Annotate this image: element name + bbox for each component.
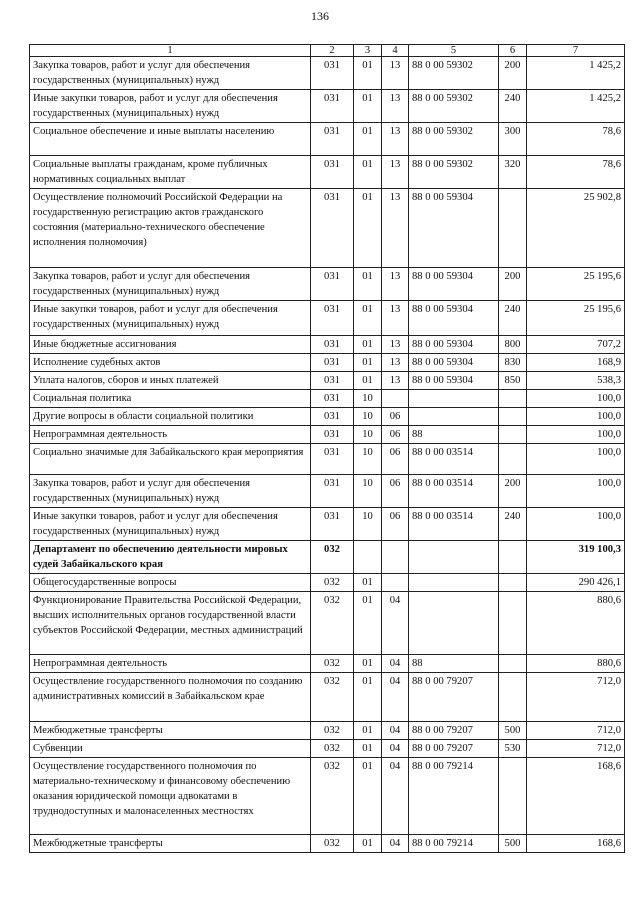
- cell-target-article: 88 0 00 59304: [409, 336, 499, 354]
- cell-ministry-code: 031: [311, 90, 354, 123]
- cell-target-article: 88: [409, 426, 499, 444]
- cell-expense-type: 530: [499, 740, 527, 758]
- cell-amount: 168,6: [527, 835, 625, 853]
- cell-section-code: 01: [354, 301, 382, 336]
- cell-expense-type: 200: [499, 475, 527, 508]
- cell-ministry-code: 031: [311, 268, 354, 301]
- cell-section-code: 01: [354, 354, 382, 372]
- cell-name: Непрограммная деятельность: [30, 655, 311, 673]
- table-row: [30, 722, 625, 740]
- cell-ministry-code: 032: [311, 655, 354, 673]
- cell-ministry-code: 031: [311, 301, 354, 336]
- cell-amount: 538,3: [527, 372, 625, 390]
- cell-name: Уплата налогов, сборов и иных платежей: [30, 372, 311, 390]
- cell-amount: 100,0: [527, 444, 625, 475]
- cell-ministry-code: 032: [311, 758, 354, 835]
- cell-name: Социально значимые для Забайкальского края мероприятия: [30, 444, 311, 475]
- cell-ministry-code: 031: [311, 408, 354, 426]
- cell-section-code: 10: [354, 390, 382, 408]
- cell-subsection-code: 04: [382, 655, 409, 673]
- cell-name: Социальная политика: [30, 390, 311, 408]
- cell-amount: 1 425,2: [527, 57, 625, 90]
- cell-section-code: 01: [354, 189, 382, 268]
- table-row: [30, 189, 625, 268]
- cell-name: Закупка товаров, работ и услуг для обеспечения государственных (муниципальных) нужд: [30, 475, 311, 508]
- cell-section-code: 01: [354, 57, 382, 90]
- cell-ministry-code: 031: [311, 372, 354, 390]
- cell-section-code: 10: [354, 426, 382, 444]
- cell-subsection-code: 13: [382, 90, 409, 123]
- table-row: [30, 592, 625, 655]
- cell-ministry-code: 031: [311, 426, 354, 444]
- cell-section-code: 01: [354, 90, 382, 123]
- cell-expense-type: 200: [499, 57, 527, 90]
- cell-name: Осуществление государственного полномочия по созданию административных комиссий в Забайкальском крае: [30, 673, 311, 722]
- table-row: [30, 426, 625, 444]
- cell-section-code: 01: [354, 592, 382, 655]
- cell-expense-type: 200: [499, 268, 527, 301]
- table-row: [30, 336, 625, 354]
- cell-target-article: 88 0 00 03514: [409, 475, 499, 508]
- header-col-3: 3: [354, 45, 382, 57]
- cell-amount: 712,0: [527, 722, 625, 740]
- cell-section-code: 01: [354, 123, 382, 156]
- header-col-7: 7: [527, 45, 625, 57]
- cell-subsection-code: 04: [382, 673, 409, 722]
- cell-ministry-code: 031: [311, 156, 354, 189]
- table-row: [30, 123, 625, 156]
- cell-ministry-code: 031: [311, 336, 354, 354]
- cell-amount: 100,0: [527, 426, 625, 444]
- table-row: [30, 57, 625, 90]
- table-row: [30, 673, 625, 722]
- cell-amount: 880,6: [527, 592, 625, 655]
- header-col-6: 6: [499, 45, 527, 57]
- cell-subsection-code: 13: [382, 156, 409, 189]
- cell-section-code: 10: [354, 408, 382, 426]
- cell-amount: 712,0: [527, 673, 625, 722]
- cell-target-article: 88 0 00 79207: [409, 722, 499, 740]
- cell-subsection-code: 06: [382, 444, 409, 475]
- cell-target-article: 88 0 00 59302: [409, 156, 499, 189]
- table-row: [30, 475, 625, 508]
- cell-name: Закупка товаров, работ и услуг для обеспечения государственных (муниципальных) нужд: [30, 57, 311, 90]
- table-row: [30, 740, 625, 758]
- cell-name: Социальное обеспечение и иные выплаты населению: [30, 123, 311, 156]
- cell-expense-type: 320: [499, 156, 527, 189]
- cell-expense-type: 800: [499, 336, 527, 354]
- cell-name: Межбюджетные трансферты: [30, 722, 311, 740]
- cell-section-code: 01: [354, 835, 382, 853]
- cell-subsection-code: 13: [382, 189, 409, 268]
- table-row: [30, 574, 625, 592]
- cell-ministry-code: 032: [311, 722, 354, 740]
- cell-amount: 100,0: [527, 408, 625, 426]
- cell-amount: 78,6: [527, 156, 625, 189]
- cell-target-article: 88: [409, 655, 499, 673]
- cell-section-code: 01: [354, 722, 382, 740]
- cell-expense-type: [499, 655, 527, 673]
- cell-subsection-code: 13: [382, 57, 409, 90]
- cell-expense-type: [499, 408, 527, 426]
- cell-name: Иные закупки товаров, работ и услуг для обеспечения государственных (муниципальных) нужд: [30, 301, 311, 336]
- table-row: [30, 541, 625, 574]
- cell-name: Иные закупки товаров, работ и услуг для обеспечения государственных (муниципальных) нужд: [30, 508, 311, 541]
- cell-target-article: 88 0 00 03514: [409, 508, 499, 541]
- header-col-4: 4: [382, 45, 409, 57]
- cell-ministry-code: 032: [311, 673, 354, 722]
- cell-ministry-code: 031: [311, 57, 354, 90]
- cell-target-article: 88 0 00 59304: [409, 354, 499, 372]
- cell-section-code: 01: [354, 673, 382, 722]
- cell-expense-type: [499, 390, 527, 408]
- cell-target-article: 88 0 00 59302: [409, 90, 499, 123]
- cell-target-article: [409, 574, 499, 592]
- cell-name: Исполнение судебных актов: [30, 354, 311, 372]
- cell-amount: 290 426,1: [527, 574, 625, 592]
- cell-name: Департамент по обеспечению деятельности мировых судей Забайкальского края: [30, 541, 311, 574]
- cell-subsection-code: [382, 390, 409, 408]
- cell-subsection-code: 04: [382, 835, 409, 853]
- cell-amount: 168,6: [527, 758, 625, 835]
- cell-expense-type: [499, 574, 527, 592]
- cell-subsection-code: 06: [382, 475, 409, 508]
- cell-ministry-code: 032: [311, 740, 354, 758]
- cell-expense-type: [499, 426, 527, 444]
- cell-ministry-code: 032: [311, 835, 354, 853]
- cell-ministry-code: 032: [311, 592, 354, 655]
- cell-amount: 712,0: [527, 740, 625, 758]
- table-row: [30, 390, 625, 408]
- table-row: [30, 444, 625, 475]
- cell-amount: 319 100,3: [527, 541, 625, 574]
- cell-expense-type: [499, 541, 527, 574]
- cell-amount: 880,6: [527, 655, 625, 673]
- cell-target-article: 88 0 00 79207: [409, 740, 499, 758]
- cell-expense-type: 240: [499, 90, 527, 123]
- cell-target-article: 88 0 00 03514: [409, 444, 499, 475]
- cell-section-code: 10: [354, 508, 382, 541]
- cell-target-article: 88 0 00 79207: [409, 673, 499, 722]
- cell-target-article: 88 0 00 59302: [409, 123, 499, 156]
- page-number: 136: [311, 9, 329, 23]
- cell-expense-type: 240: [499, 301, 527, 336]
- cell-amount: 1 425,2: [527, 90, 625, 123]
- cell-subsection-code: [382, 541, 409, 574]
- header-col-2: 2: [311, 45, 354, 57]
- cell-name: Социальные выплаты гражданам, кроме публичных нормативных социальных выплат: [30, 156, 311, 189]
- table-row: [30, 301, 625, 336]
- cell-expense-type: 500: [499, 722, 527, 740]
- cell-amount: 78,6: [527, 123, 625, 156]
- cell-ministry-code: 031: [311, 123, 354, 156]
- cell-expense-type: [499, 189, 527, 268]
- cell-amount: 168,9: [527, 354, 625, 372]
- table-row: [30, 372, 625, 390]
- cell-section-code: 01: [354, 336, 382, 354]
- cell-ministry-code: 031: [311, 475, 354, 508]
- cell-target-article: 88 0 00 59304: [409, 189, 499, 268]
- cell-section-code: 10: [354, 444, 382, 475]
- cell-ministry-code: 031: [311, 189, 354, 268]
- cell-name: Функционирование Правительства Российской Федерации, высших исполнительных органов государственной власти субъектов Российской Федерации, местных администраций: [30, 592, 311, 655]
- cell-target-article: [409, 541, 499, 574]
- table-row: [30, 90, 625, 123]
- cell-amount: 100,0: [527, 390, 625, 408]
- table-header-row: [30, 45, 625, 57]
- cell-amount: 100,0: [527, 508, 625, 541]
- cell-section-code: [354, 541, 382, 574]
- header-col-1: 1: [30, 45, 311, 57]
- cell-section-code: 10: [354, 475, 382, 508]
- cell-expense-type: [499, 444, 527, 475]
- cell-name: Закупка товаров, работ и услуг для обеспечения государственных (муниципальных) нужд: [30, 268, 311, 301]
- table-row: [30, 354, 625, 372]
- cell-target-article: 88 0 00 59302: [409, 57, 499, 90]
- cell-subsection-code: 13: [382, 301, 409, 336]
- cell-subsection-code: 13: [382, 372, 409, 390]
- cell-expense-type: 240: [499, 508, 527, 541]
- cell-section-code: 01: [354, 740, 382, 758]
- cell-section-code: 01: [354, 758, 382, 835]
- cell-name: Субвенции: [30, 740, 311, 758]
- cell-target-article: 88 0 00 79214: [409, 758, 499, 835]
- table-row: [30, 655, 625, 673]
- cell-expense-type: 300: [499, 123, 527, 156]
- budget-table: [29, 44, 625, 853]
- cell-name: Другие вопросы в области социальной политики: [30, 408, 311, 426]
- cell-section-code: 01: [354, 156, 382, 189]
- cell-subsection-code: 06: [382, 508, 409, 541]
- cell-expense-type: 850: [499, 372, 527, 390]
- cell-name: Межбюджетные трансферты: [30, 835, 311, 853]
- cell-target-article: [409, 408, 499, 426]
- cell-section-code: 01: [354, 268, 382, 301]
- cell-name: Иные бюджетные ассигнования: [30, 336, 311, 354]
- cell-ministry-code: 031: [311, 508, 354, 541]
- table-row: [30, 508, 625, 541]
- cell-amount: 100,0: [527, 475, 625, 508]
- table-row: [30, 268, 625, 301]
- cell-subsection-code: 04: [382, 722, 409, 740]
- cell-subsection-code: 13: [382, 354, 409, 372]
- cell-target-article: 88 0 00 59304: [409, 301, 499, 336]
- cell-target-article: 88 0 00 59304: [409, 268, 499, 301]
- cell-subsection-code: [382, 574, 409, 592]
- cell-expense-type: 830: [499, 354, 527, 372]
- cell-ministry-code: 032: [311, 541, 354, 574]
- cell-target-article: 88 0 00 59304: [409, 372, 499, 390]
- table-row: [30, 758, 625, 835]
- table-row: [30, 156, 625, 189]
- cell-expense-type: [499, 592, 527, 655]
- cell-expense-type: [499, 758, 527, 835]
- cell-name: Осуществление полномочий Российской Федерации на государственную регистрацию актов гражданского состояния (материально-технического обеспечение исполнения полномочия): [30, 189, 311, 268]
- cell-subsection-code: 13: [382, 268, 409, 301]
- cell-name: Общегосударственные вопросы: [30, 574, 311, 592]
- cell-amount: 25 902,8: [527, 189, 625, 268]
- cell-target-article: [409, 592, 499, 655]
- cell-name: Иные закупки товаров, работ и услуг для обеспечения государственных (муниципальных) нужд: [30, 90, 311, 123]
- table-row: [30, 835, 625, 853]
- cell-ministry-code: 031: [311, 444, 354, 475]
- cell-subsection-code: 04: [382, 758, 409, 835]
- cell-expense-type: 500: [499, 835, 527, 853]
- cell-section-code: 01: [354, 574, 382, 592]
- cell-amount: 25 195,6: [527, 268, 625, 301]
- cell-name: Осуществление государственного полномочия по материально-техническому и финансовому обеспечению оказания юридической помощи адвокатами в труднодоступных и малонаселенных местностях: [30, 758, 311, 835]
- cell-subsection-code: 13: [382, 336, 409, 354]
- cell-ministry-code: 032: [311, 574, 354, 592]
- cell-subsection-code: 06: [382, 426, 409, 444]
- cell-subsection-code: 13: [382, 123, 409, 156]
- cell-target-article: 88 0 00 79214: [409, 835, 499, 853]
- cell-expense-type: [499, 673, 527, 722]
- cell-section-code: 01: [354, 655, 382, 673]
- table-row: [30, 408, 625, 426]
- table-body: [30, 57, 625, 853]
- cell-ministry-code: 031: [311, 354, 354, 372]
- cell-ministry-code: 031: [311, 390, 354, 408]
- cell-name: Непрограммная деятельность: [30, 426, 311, 444]
- cell-section-code: 01: [354, 372, 382, 390]
- cell-subsection-code: 04: [382, 740, 409, 758]
- cell-subsection-code: 04: [382, 592, 409, 655]
- cell-subsection-code: 06: [382, 408, 409, 426]
- cell-target-article: [409, 390, 499, 408]
- cell-amount: 25 195,6: [527, 301, 625, 336]
- header-col-5: 5: [409, 45, 499, 57]
- cell-amount: 707,2: [527, 336, 625, 354]
